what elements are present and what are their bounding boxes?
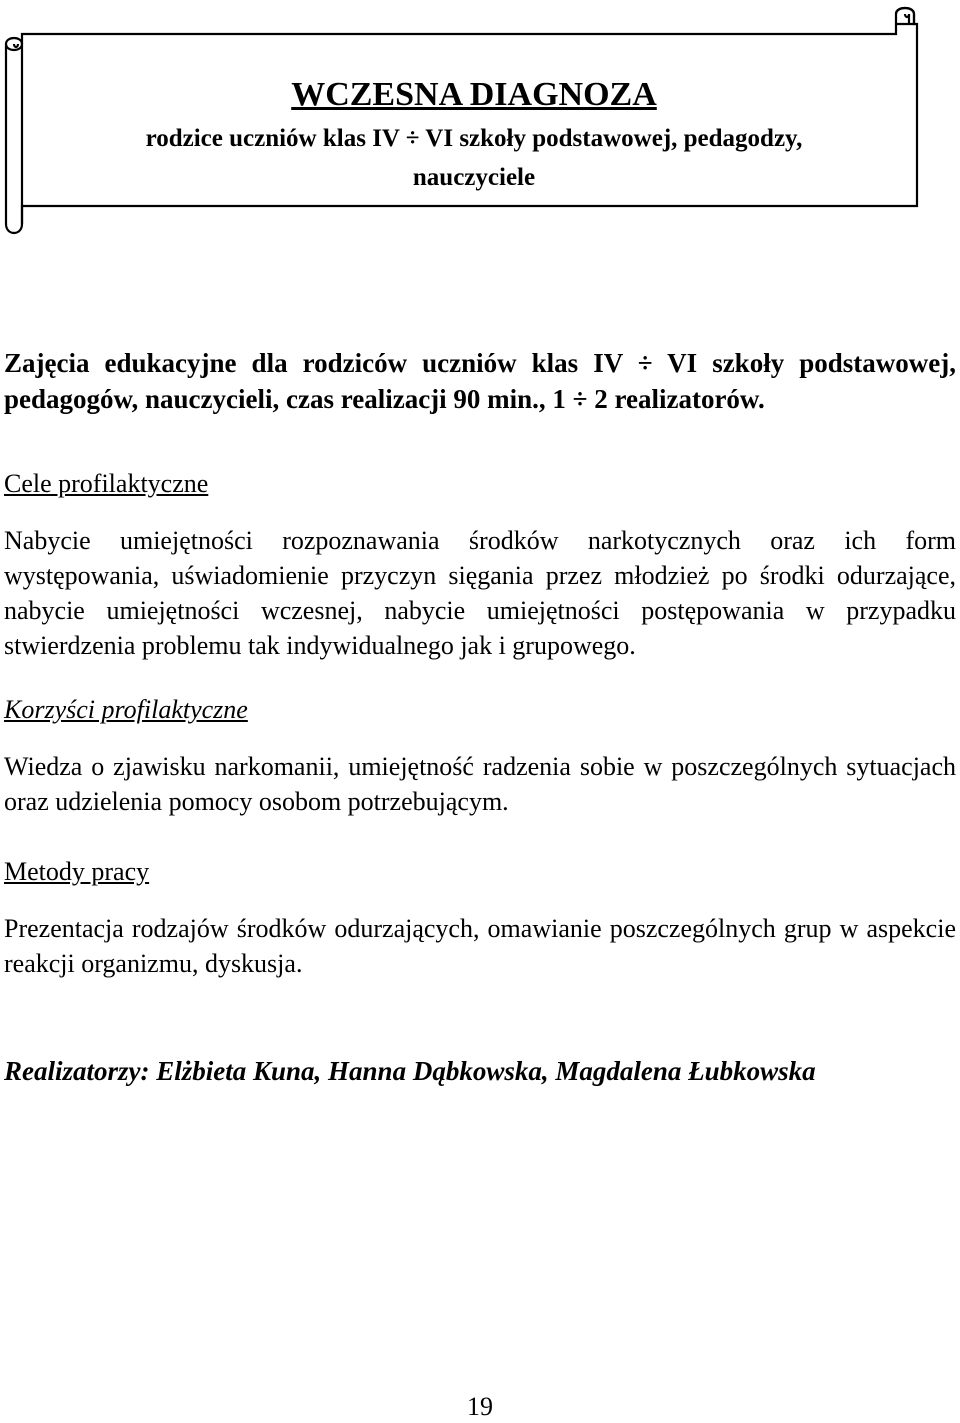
banner-subtitle-line2: nauczyciele	[412, 164, 536, 191]
section-heading-korzysci: Korzyści profilaktyczne	[4, 695, 248, 724]
section-heading-cele: Cele profilaktyczne	[4, 469, 209, 498]
document-content	[4, 345, 956, 1089]
authors-line: Realizatorzy: Elżbieta Kuna, Hanna Dąbkowska, Magdalena Łubkowska	[4, 1056, 816, 1086]
section-heading-metody: Metody pracy	[4, 857, 150, 886]
banner-title: WCZESNA DIAGNOZA	[291, 76, 657, 113]
section-body-metody: Prezentacja rodzajów środków odurzających, omawianie poszczególnych grup w aspekcie reakcji organizmu, dyskusja.	[4, 914, 956, 978]
section-body-korzysci: Wiedza o zjawisku narkomanii, umiejętność radzenia sobie w poszczególnych sytuacjach oraz udzielenia pomocy osobom potrzebującym.	[4, 752, 956, 816]
section-body-cele: Nabycie umiejętności rozpoznawania środków narkotycznych oraz ich form występowania, uświadomienie przyczyn sięgania przez młodzież po środki odurzające, nabycie umiejętności wczesnej, nabycie umiejętności postępowania w przypadku stwierdzenia problemu tak indywidualnego jak i grupowego.	[4, 526, 956, 660]
banner-subtitle-line1: rodzice uczniów klas IV ÷ VI szkoły podstawowej, pedagodzy,	[145, 125, 803, 152]
banner	[40, 72, 908, 196]
intro-paragraph: Zajęcia edukacyjne dla rodziców uczniów klas IV ÷ VI szkoły podstawowej, pedagogów, nauczycieli, czas realizacji 90 min., 1 ÷ 2 realizatorów.	[4, 348, 956, 414]
page-number: 19	[467, 1392, 493, 1421]
